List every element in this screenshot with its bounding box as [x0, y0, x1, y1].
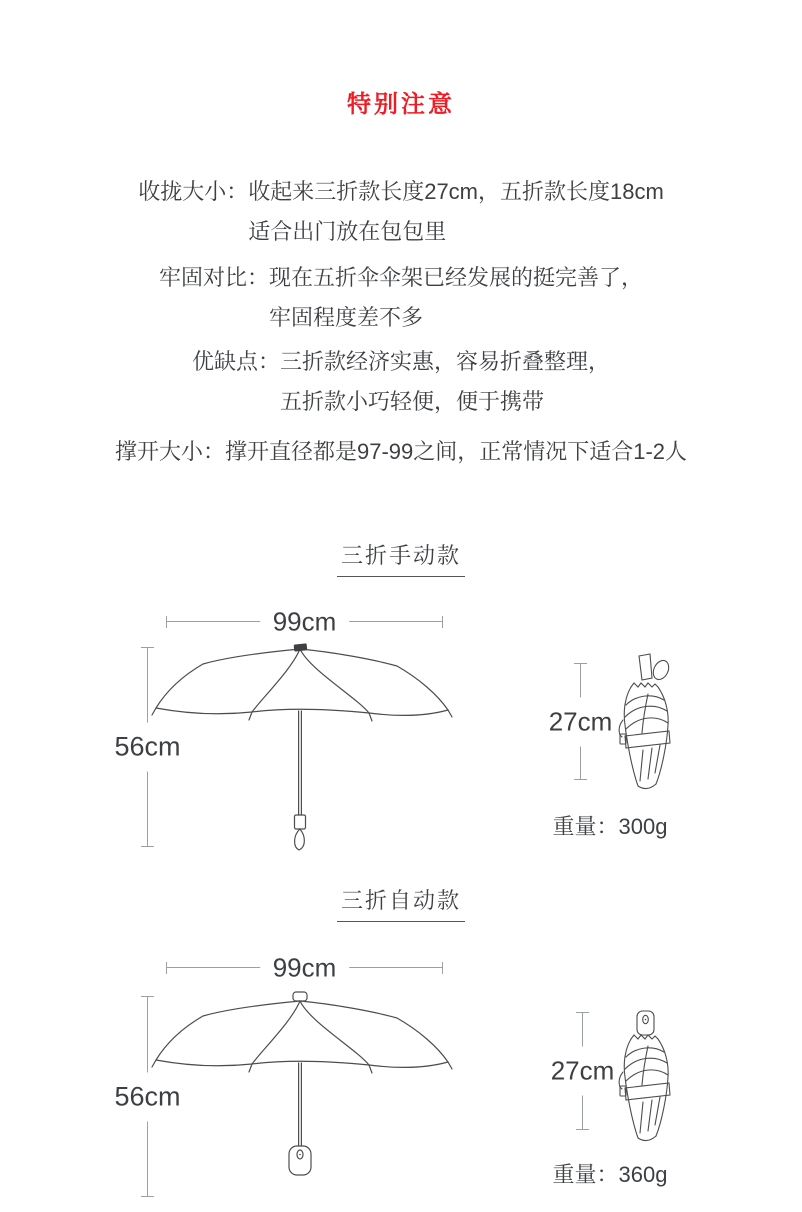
folded-umbrella-automatic-sketch	[612, 1008, 682, 1148]
note-line: 适合出门放在包包里	[248, 219, 447, 244]
note-line: 撑开直径都是97-99之间，正常情况下适合1-2人	[224, 439, 688, 464]
section-heading-automatic: 三折自动款	[337, 884, 465, 922]
folded-umbrella-manual-sketch	[612, 650, 682, 795]
page-title: 特别注意	[347, 91, 455, 118]
note-label: 撑开大小：	[114, 439, 225, 464]
note-fold-size	[0, 172, 802, 252]
note-label: 收拢大小：	[138, 179, 249, 204]
width-dimension-line	[166, 952, 443, 983]
note-label: 优缺点：	[191, 349, 280, 374]
note-label: 牢固对比：	[158, 265, 269, 290]
note-line: 三折款经济实惠，容易折叠整理，	[280, 349, 611, 374]
height-dimension-label: 56cm	[112, 723, 182, 772]
folded-length-label: 27cm	[549, 1047, 617, 1096]
folded-length-dimension-line	[550, 1012, 615, 1130]
note-sturdiness	[0, 258, 802, 338]
note-line: 五折款小巧轻便，便于携带	[280, 389, 545, 414]
width-dimension-label: 99cm	[260, 607, 350, 638]
height-dimension-label: 56cm	[112, 1072, 182, 1121]
width-dimension-line	[166, 606, 443, 637]
note-line: 牢固程度差不多	[269, 305, 424, 330]
folded-length-label: 27cm	[547, 697, 615, 746]
weight-label: 重量：360g	[552, 1162, 668, 1187]
weight-label: 重量：300g	[552, 814, 668, 839]
note-line: 现在五折伞伞架已经发展的挺完善了，	[269, 265, 644, 290]
note-line: 收起来三折款长度27cm，五折款长度18cm	[248, 179, 664, 204]
open-umbrella-manual-sketch	[140, 640, 460, 855]
open-umbrella-automatic-sketch	[140, 990, 460, 1205]
note-pros-cons	[0, 342, 802, 422]
section-heading-manual: 三折手动款	[337, 539, 465, 577]
width-dimension-label: 99cm	[260, 953, 350, 984]
folded-length-dimension-line	[548, 663, 613, 780]
note-open-size	[0, 432, 802, 472]
